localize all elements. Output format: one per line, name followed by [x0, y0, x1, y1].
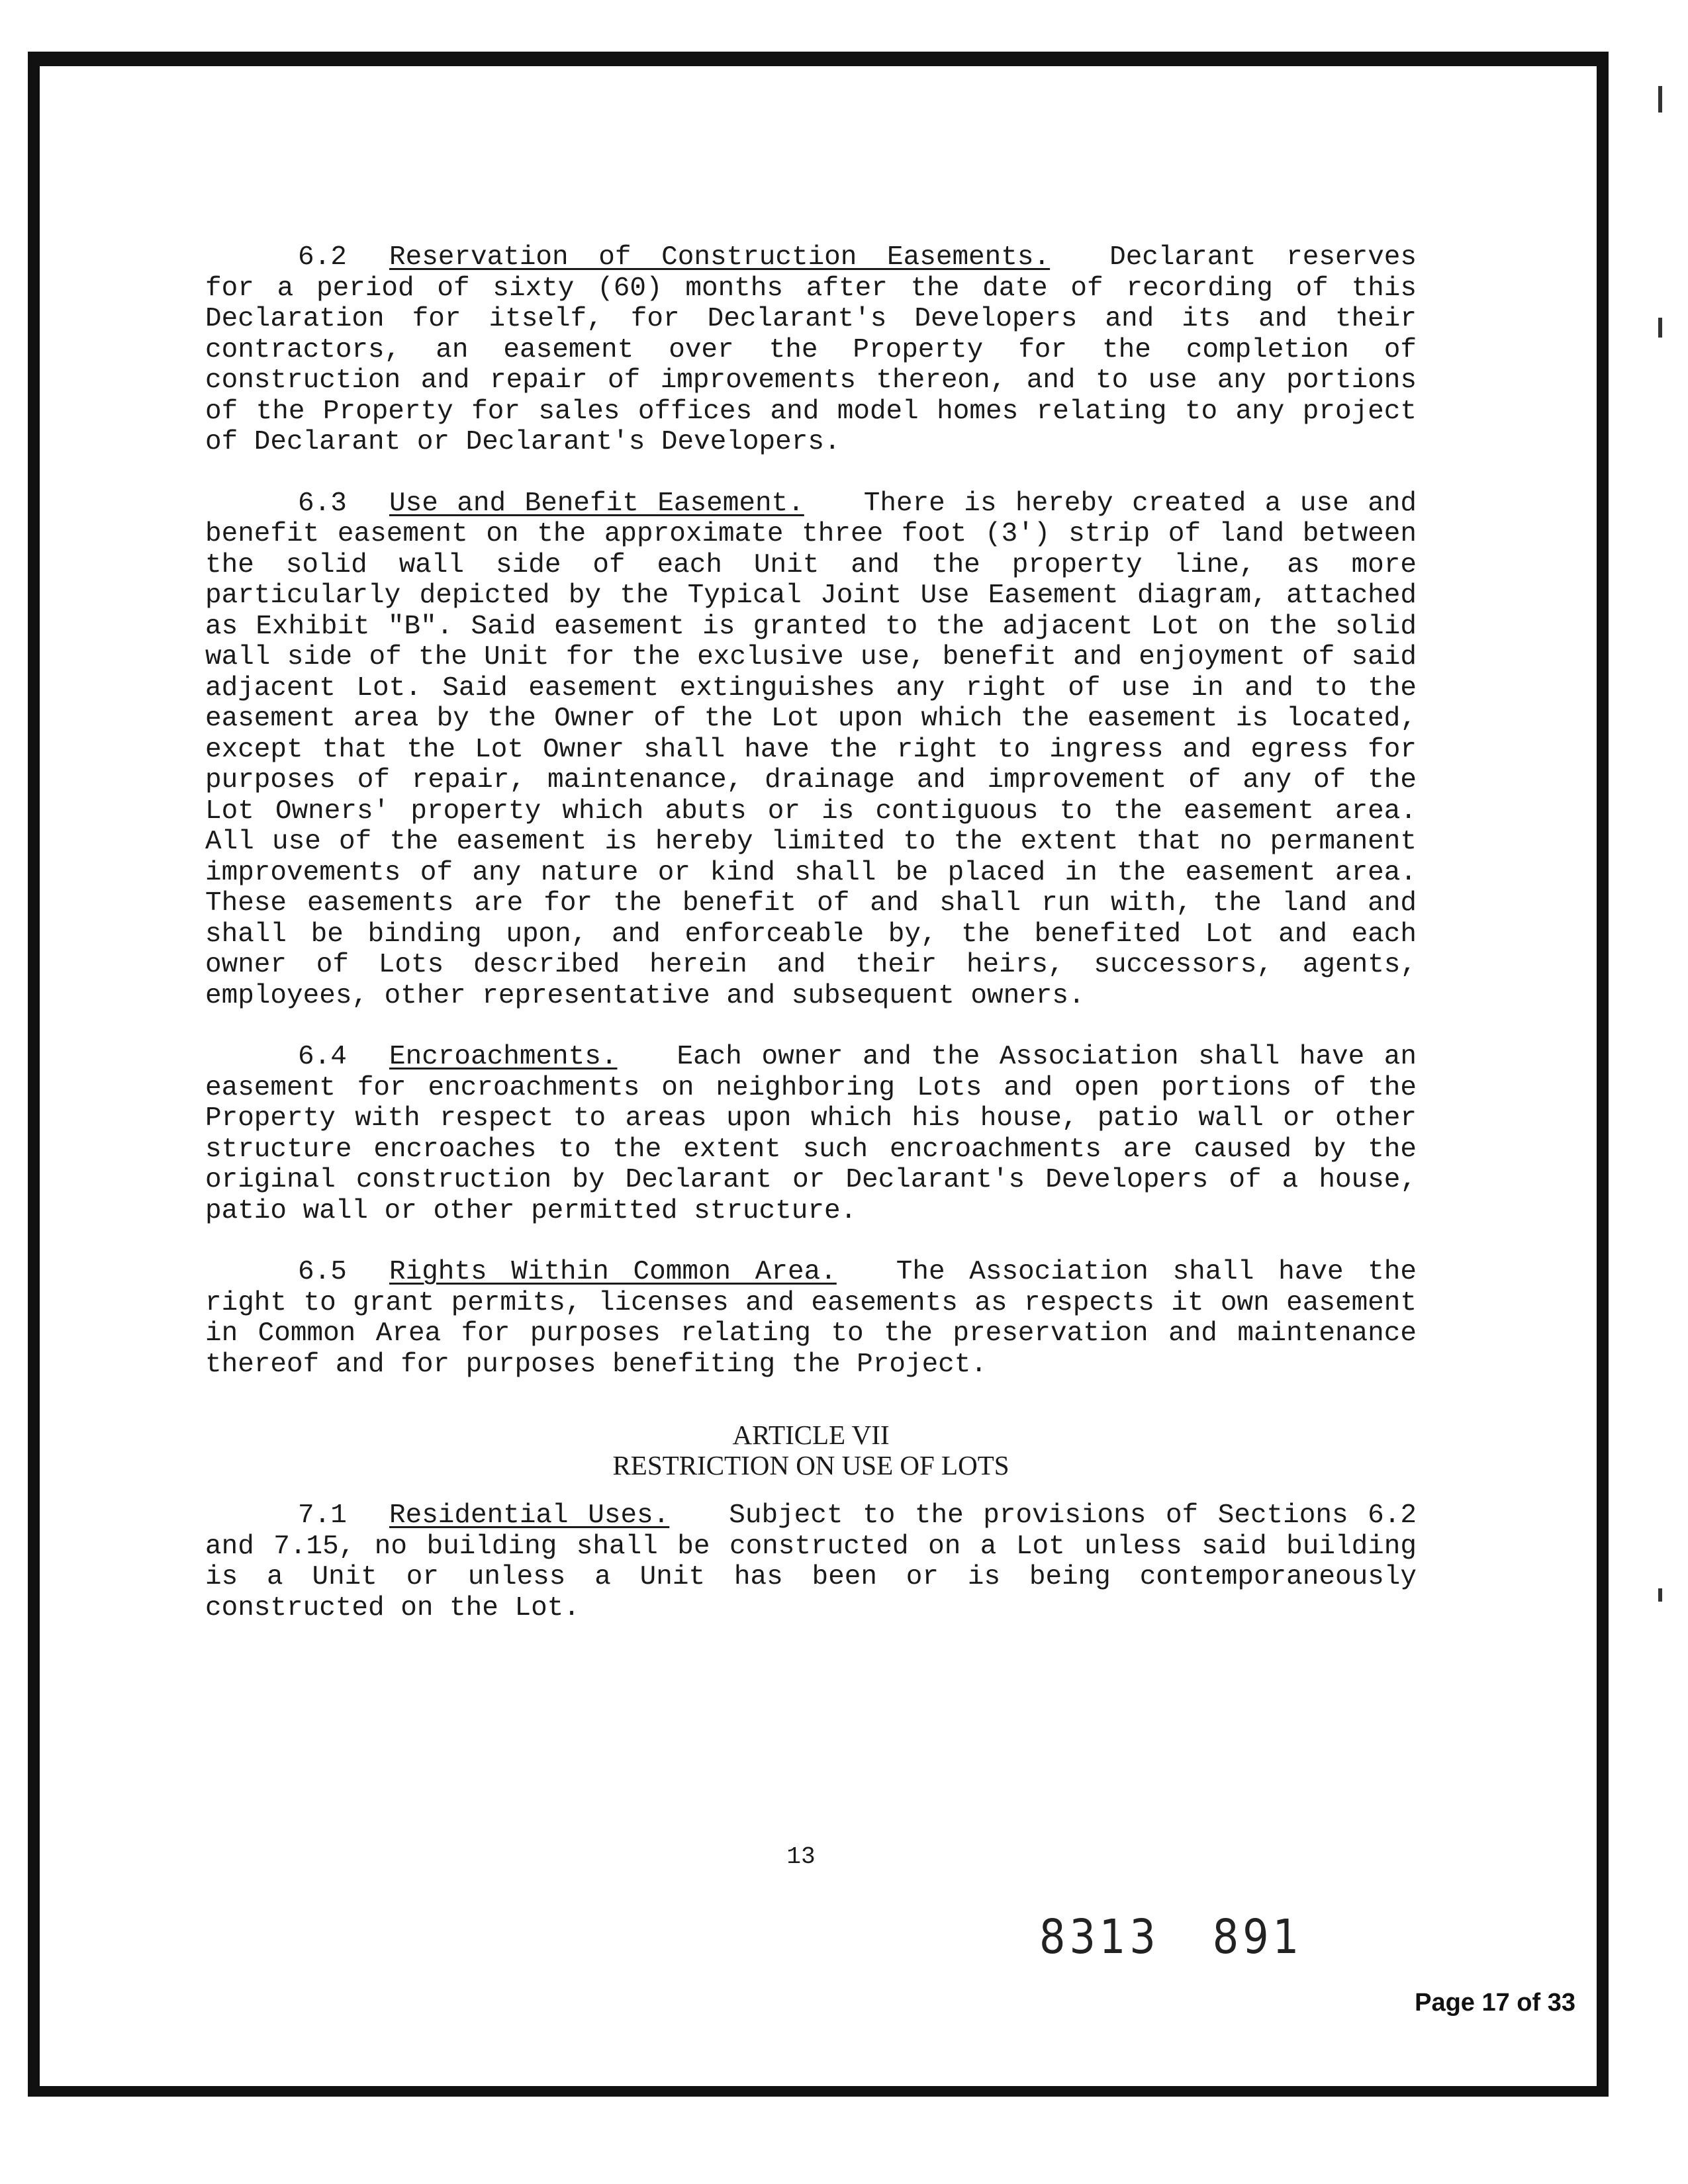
section-heading: Rights Within Common Area. [389, 1257, 837, 1287]
section-heading: Encroachments. [389, 1042, 618, 1072]
section-6-2 [205, 242, 1417, 458]
page-number: 13 [786, 1843, 816, 1870]
section-6-4 [205, 1042, 1417, 1226]
section-number: 7.1 [298, 1500, 347, 1531]
section-text: There is hereby created a use and benefit easement on the approximate three foot (3') strip of land between the solid wall side of each Unit and the property line, as more particularly depicted by the Typical Joint Use Easement diagram, attached as Exhibit "B". Said easement is granted to the adjacent Lot on the solid wall side of the Unit for the exclusive use, benefit and enjoyment of said adjacent Lot. Said easement extinguishes any right of use in and to the easement area by the Owner of the Lot upon which the easement is located, except that the Lot Owner shall have the right to ingress and egress for purposes of repair, maintenance, drainage and improvement of any of the Lot Owners' property which abuts or is contiguous to the easement area. All use of the easement is hereby limited to the extent that no permanent improvements of any nature or kind shall be placed in the easement area. These easements are for the benefit of and shall run with, the land and shall be binding upon, and enforceable by, the benefited Lot and each owner of Lots described herein and their heirs, successors, agents, employees, other representative and subsequent owners. [205, 488, 1417, 1011]
section-6-5 [205, 1257, 1417, 1380]
handwritten-book: 8313 [1039, 1909, 1160, 1965]
section-heading: Use and Benefit Easement. [389, 488, 804, 519]
section-number: 6.4 [298, 1042, 347, 1072]
section-heading: Residential Uses. [389, 1500, 670, 1531]
section-number: 6.2 [298, 242, 347, 273]
scan-edge-mark [1658, 86, 1662, 113]
handwritten-page: 891 [1212, 1909, 1303, 1965]
handwritten-book-page-ref [1039, 1909, 1356, 1965]
section-text: Declarant reserves for a period of sixty (60) months after the date of recording of this Declaration for itself, for Declarant's Developers and its and their contractors, an easement over the Property for the completion of construction and repair of improvements thereon, and to use any portions of the Property for sales offices and model homes relating to any project of Declarant or Declarant's Developers. [205, 242, 1417, 457]
section-number: 6.3 [298, 488, 347, 519]
section-6-3 [205, 488, 1417, 1012]
document-body [205, 242, 1417, 1654]
section-7-1 [205, 1500, 1417, 1623]
section-heading: Reservation of Construction Easements. [389, 242, 1051, 273]
article-subtitle: RESTRICTION ON USE OF LOTS [612, 1450, 1009, 1480]
footer-page-label: Page 17 of 33 [1415, 1989, 1575, 2017]
scan-edge-mark [1658, 318, 1662, 338]
article-title: ARTICLE VII [732, 1420, 890, 1450]
scan-edge-mark [1658, 1588, 1662, 1602]
section-text: The Association shall have the right to grant permits, licenses and easements as respects it own easement in Common Area for purposes relating to the preservation and maintenance thereof and for purposes benefiting the Project. [205, 1257, 1417, 1380]
section-text: Each owner and the Association shall have an easement for encroachments on neighboring Lots and open portions of the Property with respect to areas upon which his house, patio wall or other structure encroaches to the extent such encroachments are caused by the original construction by Declarant or Declarant's Developers of a house, patio wall or other permitted structure. [205, 1042, 1417, 1226]
section-text: Subject to the provisions of Sections 6.2 and 7.15, no building shall be constructed on a Lot unless said building is a Unit or unless a Unit has been or is being contemporaneously constructed on the Lot. [205, 1500, 1417, 1623]
article-heading [205, 1420, 1417, 1480]
section-number: 6.5 [298, 1257, 347, 1287]
